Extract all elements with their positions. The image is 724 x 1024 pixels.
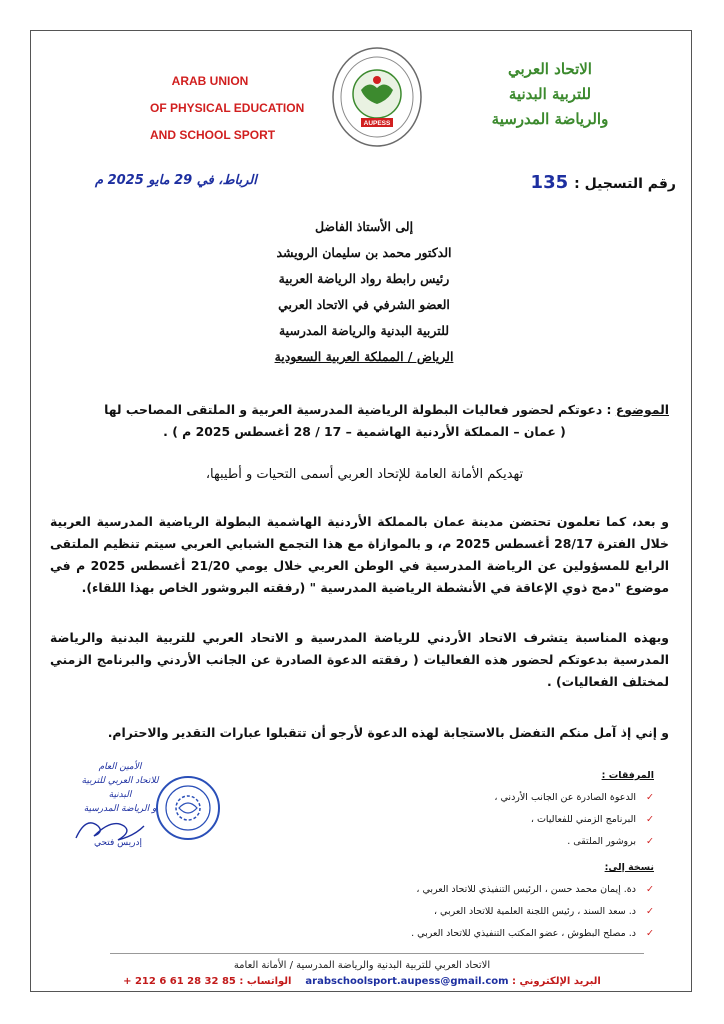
org-name-ar-line: للتربية البدنية — [508, 85, 592, 103]
attachment-item — [394, 787, 654, 809]
checkmark-icon: ✓ — [646, 928, 654, 939]
attachment-item — [394, 809, 654, 831]
org-name-en-line: ARAB UNION — [171, 74, 249, 88]
footer-divider — [110, 953, 644, 954]
footer-org: الاتحاد العربي للتربية البدنية والرياضة المدرسية / الأمانة العامة — [233, 960, 491, 971]
org-name-ar-line: الاتحاد العربي — [508, 60, 592, 78]
address-line: للتربية البدنية والرياضة المدرسية — [278, 323, 450, 338]
signature-title: الأمين العام — [98, 762, 142, 772]
address-line: رئيس رابطة رواد الرياضة العربية — [278, 271, 450, 286]
copies-header: نسخة إلى: — [604, 862, 654, 873]
org-name-en-line: OF PHYSICAL EDUCATION — [150, 101, 305, 115]
subject-label: الموضوع — [615, 402, 669, 417]
org-name-ar-line: والرياضة المدرسية — [491, 110, 609, 128]
footer-contact — [60, 976, 664, 987]
checkmark-icon: ✓ — [646, 792, 654, 803]
registration-number — [531, 172, 676, 193]
whatsapp-label: الواتساب : — [239, 976, 292, 987]
attachment-item — [394, 831, 654, 853]
signature-org-line: للاتحاد العربي للتربية البدنية — [81, 776, 159, 800]
checkmark-icon: ✓ — [646, 906, 654, 917]
body-paragraph: وبهذه المناسبة يتشرف الاتحاد الأردني للرياضة المدرسية و الاتحاد العربي للتربية البدنية والرياضة المدرسية بدعوتكم لحضور هذه الفعاليات ( رفقته الدعوة الصادرة عن الجانب الأردني والبرنامج الزمني لمختلف الفعاليات) . — [50, 630, 669, 689]
checkmark-icon: ✓ — [646, 836, 654, 847]
logo-text: AUPESS — [363, 120, 391, 127]
attachment-text: الدعوة الصادرة عن الجانب الأردني ، — [494, 792, 636, 803]
checkmark-icon: ✓ — [646, 814, 654, 825]
registration-label: رقم التسجيل : — [574, 176, 676, 192]
greeting: تهديكم الأمانة العامة للإتحاد العربي أسمى التحيات و أطيبها، — [205, 467, 524, 482]
address-line: العضو الشرفي في الاتحاد العربي — [278, 297, 450, 312]
signature-name: إدريس فتحي — [93, 838, 143, 848]
attachments-header: المرفقات : — [601, 770, 654, 781]
signature-org-line: و الرياضة المدرسية — [83, 804, 157, 814]
address-line: الرياض / المملكة العربية السعودية — [274, 349, 454, 364]
body-paragraph: و بعد، كما تعلمون تحتضن مدينة عمان بالمملكة الأردنية الهاشمية البطولة الرياضية المدرسية العربية خلال الفترة 28/17 أغسطس 2025 م، و بالموازاة مع هذا التجمع الشبابي العربي سيتم تنظيم الملتقى الرابع للمسؤولين عن الرياضة المدرسية في الوطن العربي خلال يومي 21/20 أغسطس 2025 م في موضوع "دمج ذوي الإعاقة في الأنشطة الرياضية المدرسية " (رفقته البروشور الخاص بهذا اللقاء). — [50, 514, 669, 595]
attachment-text: بروشور الملتقى . — [567, 836, 636, 847]
copy-item — [394, 879, 654, 901]
address-line: الدكتور محمد بن سليمان الرويشد — [276, 245, 452, 260]
org-name-arabic — [460, 57, 640, 132]
body-paragraph: و إني إذ آمل منكم التفضل بالاستجابة لهذه الدعوة لأرجو أن تتقبلوا عبارات التقدير والاحترام. — [107, 725, 669, 740]
checkmark-icon: ✓ — [646, 884, 654, 895]
letter-date: الرباط، في 29 مايو 2025 م — [95, 173, 257, 188]
copy-item — [394, 923, 654, 945]
official-stamp — [155, 775, 221, 841]
copy-text: دة. إيمان محمد حسن ، الرئيس التنفيذي للاتحاد العربي ، — [416, 884, 636, 895]
copy-item — [394, 901, 654, 923]
registration-value: 135 — [530, 172, 569, 193]
org-name-en-line: AND SCHOOL SPORT — [150, 128, 276, 142]
email-label: البريد الإلكتروني : — [512, 976, 601, 987]
org-name-english — [150, 68, 305, 149]
phone-number: + 212 6 61 28 32 85 — [123, 976, 236, 987]
attachment-text: البرنامج الزمني للفعاليات ، — [530, 814, 636, 825]
subject-line2: ( عمان – المملكة الأردنية الهاشمية – 17 / 28 أغسطس 2025 م ) . — [163, 424, 566, 439]
recipient-address — [154, 214, 574, 370]
address-line: إلى الأستاذ الفاضل — [314, 219, 414, 234]
organization-logo — [331, 46, 423, 148]
copy-text: د. سعد السند ، رئيس اللجنة العلمية للاتحاد العربي ، — [433, 906, 636, 917]
attachments-section — [394, 765, 654, 945]
copy-text: د. مصلح البطوش ، عضو المكتب التنفيذي للاتحاد العربي . — [411, 928, 636, 939]
subject-block — [60, 399, 669, 443]
subject-text: : دعوتكم لحضور فعاليات البطولة الرياضية المدرسية العربية و الملتقى المصاحب لها — [104, 402, 612, 417]
email-link[interactable]: arabschoolsport.aupess@gmail.com — [305, 976, 509, 987]
